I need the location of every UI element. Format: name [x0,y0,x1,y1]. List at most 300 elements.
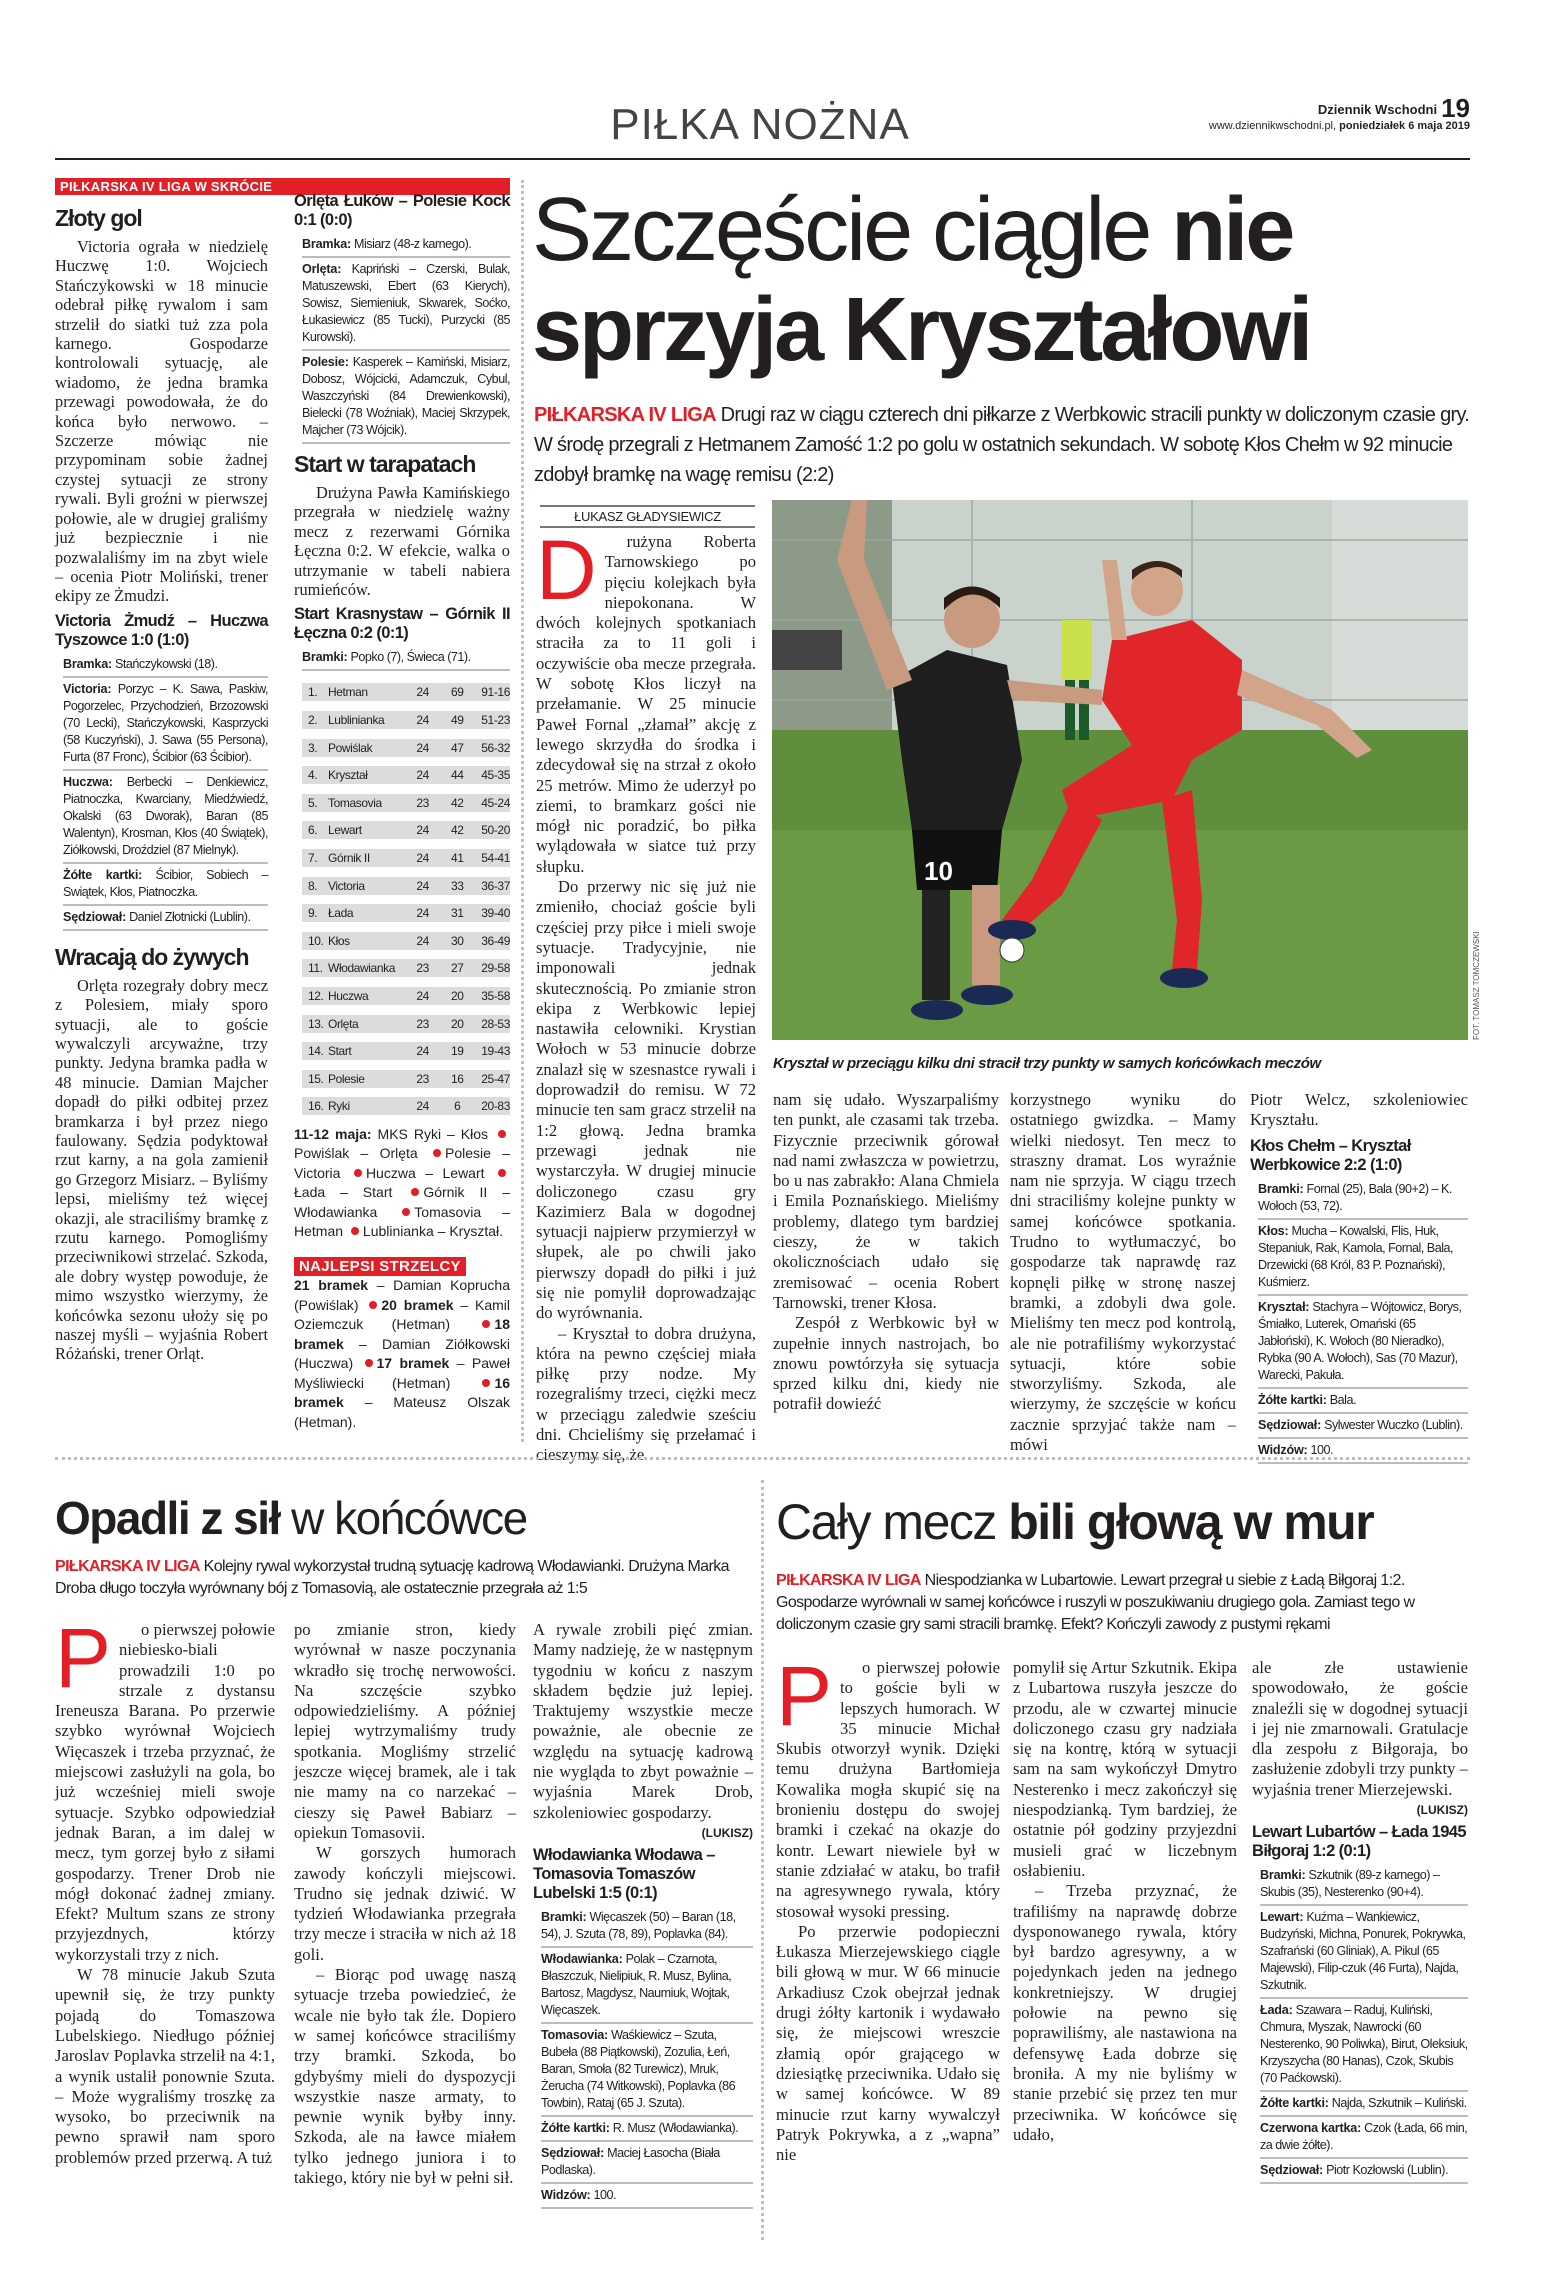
stat-label: Bramki: [541,1909,587,1924]
cell-position: 9. [308,906,318,921]
stat-value: Bala. [1329,1392,1356,1407]
sidebar-column-1 [55,198,268,1364]
header-rule [55,158,1470,160]
cell-goals: 39-40 [481,906,510,921]
story-title: Start w tarapatach [294,451,476,477]
headline-bold: nie [1171,180,1293,280]
stat-value: 100. [593,2187,617,2202]
stat-label: Sędziował: [63,909,127,924]
stat-line [1258,1414,1468,1439]
cell-position: 13. [308,1016,324,1031]
stat-line [1258,1220,1468,1296]
match-photo [772,500,1468,1040]
cell-position: 15. [308,1071,324,1086]
scorer-name: – Damian Koprucha (Powiślak) [294,1277,510,1313]
masthead-info: Dziennik Wschodni 19 www.dziennikwschodni.pl, poniedziałek 6 maja 2019 [1208,93,1470,132]
stat-label: Czerwona kartka: [1260,2121,1362,2136]
stat-line [63,653,268,678]
stat-value: 100. [1310,1442,1334,1457]
stat-label: Huczwa: [63,774,113,789]
paragraph: ale złe ustawienie spowodowało, że goście znaleźli się w dogodnej sytuacji i jej nie zmarnowali. Gratulacje dla zespołu z Biłgoraja, bo zasłużenie zdobyli trzy punkty – wyjaśnia trener Mierzejewski. [1252,1658,1468,1799]
cell-points: 16 [450,1071,464,1086]
match-stats [294,646,510,671]
scorers-banner: NAJLEPSI STRZELCY [294,1257,466,1276]
paragraph: – Kryształ to dobra drużyna, która na pewno częściej miała piłkę przy nodze. My rozegraliśmy trzeci, ciężki mecz w przeciągu zaledwie sześciu dni. Chcieliśmy się przełamać i cieszymy się, że [536,1323,756,1465]
author-signature: (LUKISZ) [1416,1803,1468,1818]
stat-label: Bramka: [302,237,351,251]
table-row [302,711,510,729]
bullet-icon [482,1379,490,1387]
cell-team: Huczwa [328,988,369,1003]
cell-team: Start [328,1044,352,1059]
issue-date: poniedziałek 6 maja 2019 [1339,120,1470,132]
article-intro [776,1570,1466,1636]
article-text [1252,1658,1468,1800]
bullet-icon [369,1301,377,1309]
cell-position: 1. [308,685,318,700]
cell-position: 5. [308,795,318,810]
stat-line [541,2184,753,2209]
stat-label: Bramka: [63,656,112,671]
stat-value: Piotr Kozłowski (Lublin). [1326,2163,1448,2178]
stat-value: R. Musz (Włodawianka). [612,2120,739,2135]
website-link[interactable]: www.dziennikwschodni.pl [1208,120,1334,132]
match-stats [533,1906,753,2209]
article-column [773,1090,999,1415]
stat-value: Daniel Złotnicki (Lublin). [129,909,251,924]
page-number: 19 [1441,93,1470,123]
stat-label: Żółte kartki: [63,867,143,882]
scorer-name: – Mateusz Olszak (Hetman). [294,1394,511,1430]
cell-points: 20 [450,1016,464,1031]
kicker: PIŁKARSKA IV LIGA [534,404,716,426]
cell-team: Victoria [328,878,365,893]
cell-points: 69 [450,685,464,700]
table-row [302,849,510,867]
cell-team: Górnik II [328,851,370,865]
stat-line [1260,1906,1468,1999]
headline-light: Cały mecz [776,1494,1009,1550]
match-title: Start Krasnystaw – Górnik II Łęczna 0:2 (0:1) [294,605,510,643]
bullet-icon [498,1130,506,1138]
stat-value: Mucha – Kowalski, Flis, Huk, Stepaniuk, Rak, Kamola, Fornal, Bala, Drzewicki (68 Król, 83 P. Poznański), Kuśmierz. [1258,1223,1454,1289]
photo-credit: FOT. TOMASZ TOMCZEWSKI [1472,931,1481,1040]
paragraph: Orlęta rozegrały dobry mecz z Polesiem, miały sporo sytuacji, ale to goście wywalczyli arcyważne, trzy punkty. Jedyna bramka padła w 48 minucie. Damian Majcher dopadł do piłki odbitej przez bramkarza i był przez niego faulowany. Sędzia podyktował rzut karny, a na gola zamienił go Grzegorz Misiarz. – Byliśmy lepsi, mieliśmy też więcej okazji, ale straciliśmy bramkę z rzutu karnego. Pomogliśmy przeciwnikowi strzelać. Szkoda, ale dobry występ powoduje, że mimo wszystko wierzymy, że końcówka sezonu ułoży się po naszej myśli – wyjaśnia Robert Różański, trener Orląt. [55,975,268,1364]
stat-value: Kasperek – Kamiński, Misiarz, Dobosz, Wójcicki, Adamczuk, Cybul, Waszczyński (84 Drewienkowski), Bielecki (78 Woźniak), Maciej Skrzypek, Majcher (73 Wójcik). [302,355,510,437]
story-body [55,976,268,1364]
main-headline [532,180,1472,380]
table-row [302,877,510,895]
stat-value: Kapriński – Czerski, Bulak, Matuszewski, Ebert (63 Kierych), Sowisz, Siemieniuk, Skwarek, Soćko, Łukasiewicz (85 Tucki), Purzycki (85 Kurowski). [302,262,511,344]
bullet-icon [354,1169,362,1177]
stat-value: Polak – Czarnota, Błaszczuk, Nielipiuk, R. Musz, Bylina, Bartosz, Magdysz, Naumiuk, Wojtak, Więcaszek. [541,1951,732,2017]
cell-team: Ryki [328,1099,350,1114]
photo-caption: Kryształ w przeciągu kilku dni stracił trzy punkty w samych końcówkach meczów [773,1055,1321,1072]
byline: ŁUKASZ GŁADYSIEWICZ [540,505,755,528]
cell-goals: 29-58 [481,961,510,976]
paragraph: Drużyna Pawła Kamińskiego przegrała w niedzielę ważny mecz z rezerwami Górnika Łęczna 0:2. W efekcie, walka o utrzymanie w tabeli nabiera rumieńców. [294,483,510,600]
fixture-item: MKS Ryki – Kłos [377,1125,489,1142]
stat-value: Misiarz (48-z karnego). [354,237,472,251]
top-scorers [294,1276,510,1432]
stat-label: Bramki: [1258,1181,1304,1196]
fixture-item: Huczwa – Lewart [365,1164,485,1181]
fixture-item: Tomasovia – Hetman [294,1203,510,1240]
fixture-item: Górnik II – Włodawianka [294,1184,510,1220]
table-row [302,1097,510,1115]
stat-line [1260,2092,1468,2117]
story-body [55,237,268,606]
section-title: PIŁKA NOŻNA [610,100,910,149]
league-table [294,683,510,1115]
bullet-icon [402,1208,410,1216]
stat-label: Żółte kartki: [1258,1392,1327,1407]
cell-position: 12. [308,988,324,1003]
stat-line [63,864,268,906]
paragraph: o pierwszej połowie niebiesko-biali prowadzili 1:0 po strzale z dystansu Ireneusza Barana. Po przerwie szybko wyrównał Wojciech Więcaszek i trzeba przyznać, że miejscowi zasłużyli na gola, bo już wcześniej mieli swoje sytuacje. Szybko odpowiedział jednak Baran, a im dalej w mecz, tym gorzej było z siłami gospodarzy. Trener Drob nie mógł dokonać żadnej zmiany. Efekt? Multum szans ze strony przyjezdnych, którzy wykorzystali trzy z nich. [55,1620,275,1964]
cell-goals: 54-41 [481,851,510,865]
fixture-item: Polesie – Victoria [294,1145,511,1181]
sidebar-banner: PIŁKARSKA IV LIGA W SKRÓCIE [55,178,510,195]
stat-value: Czok (Łada, 66 min, za dwie żółte). [1260,2121,1468,2153]
bullet-icon [482,1320,490,1328]
cell-points: 31 [450,906,464,921]
cell-position: 4. [308,768,318,783]
stat-value: Fornal (25), Bala (90+2) – K. Wołoch (53, 72). [1258,1181,1452,1213]
author-signature: (LUKISZ) [701,1825,753,1840]
cell-goals: 28-53 [481,1016,510,1031]
stat-value: Popko (7), Świeca (71). [350,650,471,665]
stat-label: Bramki: [1260,1868,1306,1883]
cell-position: 14. [308,1044,324,1059]
paragraph: pomylił się Artur Szkutnik. Ekipa z Lubartowa ruszyła jeszcze do przodu, ale w czwartej minucie doliczonego czasu gry nadziała się na kontrę, którą w sytuacji sam na sam wykończył Dmytro Nesterenko i mecz zakończył się niespodzianką. Tym bardziej, że ostatnie pół godziny przyjezdni musieli grać w liczebnym osłabieniu. [1013,1658,1237,1880]
table-row [302,821,510,839]
scorer-goals: 16 bramek [294,1374,511,1411]
cell-points: 30 [450,933,464,948]
fixture-item: Łada – Start [294,1184,393,1201]
scorer-goals: 21 bramek [294,1277,369,1294]
cell-team: Lublinianka [328,713,385,728]
intro-text: Kolejny rywal wykorzystał trudną sytuację kadrową Włodawianki. Drużyna Marka Droba długo toczyła wyrównany bój z Tomasovią, ale ostatecznie przegrała aż 1:5 [55,1558,729,1597]
match-stats [1252,1864,1468,2184]
stat-label: Żółte kartki: [1260,2096,1329,2111]
kicker: PIŁKARSKA IV LIGA [776,1572,921,1589]
paragraph: Do przerwy nic się już nie zmieniło, chociaż goście byli częściej przy piłce i mieli swoje sytuacje. Tradycyjnie, nie imponowali jednak skutecznością. Po zmianie stron ekipa z Werbkowic lepiej nastawiła celowniki. Krystian Wołoch w 53 minucie dobrze znalazł się w szesnastce rywali i doprowadził do remisu. W 72 minucie ten sam gracz strzelił na 1:2 głową. Jedna bramka przewagi jednak nie wystarczyła. W drugiej minucie doliczonego czasu gry Kazimierz Bala w dogodnej sytuacji najpierw przymierzył w słupek, ale po chwili jako pierwszy dopadł do piłki i już się nie pomylił doprowadzając do wyrównania. [536,877,756,1323]
stat-line [1258,1296,1468,1389]
cell-position: 3. [308,740,318,755]
article-column [55,1611,275,2168]
match-stats [294,233,510,444]
stat-label: Kryształ: [1258,1299,1310,1314]
cell-played: 23 [416,1071,429,1086]
cell-team: Włodawianka [328,961,395,976]
cell-played: 23 [416,961,429,976]
story-title: Wracają do żywych [55,943,249,970]
cell-played: 24 [416,1099,429,1114]
table-row [302,1042,510,1060]
cell-goals: 25-47 [481,1071,510,1086]
cell-goals: 20-83 [481,1099,510,1114]
article-headline [55,1490,755,1546]
scorer-name: – Damian Ziółkowski (Huczwa) [294,1335,511,1372]
paragraph: Piotr Welcz, szkoleniowiec Kryształu. [1250,1090,1468,1130]
svg-text:10: 10 [924,856,953,886]
table-row [302,959,510,977]
cell-position: 6. [308,823,318,838]
article-column [1250,1090,1468,1464]
stat-value: Najda, Szkutnik – Kuliński. [1331,2096,1467,2111]
intro-text: Niespodzianka w Lubartowie. Lewart przegrał u siebie z Ładą Biłgoraj 1:2. Gospodarze wyrównali w samej końcówce i ruszyli w poszukiwaniu drugiego gola. Zamiast tego w doliczonym czasie gry sami stracili bramkę. Efekt? Kończyli zawody z pustymi rękami [776,1572,1415,1633]
paragraph: o pierwszej połowie to goście byli w lepszych humorach. W 35 minucie Michał Skubis otworzył wynik. Dzięki temu drużyna Bartłomieja Kowalika mogła skupić się na bronieniu dostępu do swojej bramki i czekać na okazje do kontr. Lewart niewiele był w stanie zdziałać w ataku, bo trafił na agresywnego rywala, który stosował wysoki pressing. [776,1658,1000,1921]
cell-played: 24 [416,740,429,755]
table-row [302,766,510,784]
stat-line [63,906,268,931]
stat-value: Ścibior, Sobiech – Swiątek, Kłos, Piatnoczka. [63,867,269,899]
fixture-item: Powiślak – Orlęta [294,1145,418,1162]
stat-value: Kuźma – Wankiewicz, Budzyński, Michna, Ponurek, Pokrywka, Szafrański (60 Gliniak), A. Pikul (65 Majewski), Filip-czuk (46 Furta), Najda, Szkutnik. [1260,1910,1466,1993]
cell-goals: 19-43 [481,1044,510,1059]
cell-goals: 45-24 [481,795,510,810]
paragraph: rużyna Roberta Tarnowskiego po pięciu kolejkach była niepokonana. W dwóch kolejnych spotkaniach straciła za to 11 goli i oczywiście oba mecze przegrała. W sobotę Kłos liczył na przełamanie. W 25 minucie Paweł Fornal „złamał” akcję z lewego skrzydła do środka i zdecydował się na strzał z około 25 metrów. Mimo że uderzył po ziemi, to bramkarz gości nie mógł nic poradzić, bo piłka wylądowała w siatce tuż przy słupku. [536,532,756,876]
stat-value: Waśkiewicz – Szuta, Bubeła (88 Piątkowski), Zozulia, Łeń, Baran, Smoła (82 Turewicz), Mruk, Żerucha (74 Witkowski), Poplavka (86 Towbin), Rataj (65 J. Szuta). [541,2027,736,2110]
article-column [1010,1090,1236,1455]
headline-bold: sprzyja Kryształowi [532,280,1311,380]
stat-label: Włodawianka: [541,1951,623,1966]
article-intro [55,1556,755,1600]
stat-label: Łada: [1260,2003,1293,2018]
cell-points: 42 [450,795,464,810]
cell-goals: 35-58 [481,988,510,1003]
cell-position: 16. [308,1099,324,1114]
main-intro [534,400,1470,490]
cell-goals: 91-16 [481,685,510,700]
table-row [302,794,510,812]
paper-name: Dziennik Wschodni [1317,102,1438,117]
paragraph: nam się udało. Wyszarpaliśmy ten punkt, ale czasami tak trzeba. Fizycznie przeciwnik górował nad nami zwłaszcza w powietrzu, bo u nas zabrakło: Alana Chmiela i Emila Poznańskiego. Mieliśmy problemy, dlatego tym bardziej cieszy, że w takich okolicznościach udało się zremisować – ocenia Robert Tarnowski, trener Kłosa. [773,1090,999,1312]
section-divider [55,1457,1470,1460]
paragraph: po zmianie stron, kiedy wyrównał w nasze poczynania wkradło się trochę nerwowości. Na szczęście szybko odpowiedzieliśmy. A później lepiej wytrzymaliśmy trudy spotkania. Mogliśmy strzelić jeszcze więcej bramek, ale i tak nie mamy na co narzekać – cieszy się Paweł Babiarz – opiekun Tomasovii. [294,1620,516,1842]
stat-line [1258,1389,1468,1414]
cell-played: 24 [416,1044,429,1059]
match-title: Orlęta Łuków – Polesie Kock 0:1 (0:0) [294,192,510,229]
cell-points: 27 [450,961,464,976]
match-title: Lewart Lubartów – Łada 1945 Biłgoraj 1:2 (0:1) [1252,1823,1466,1861]
cell-points: 33 [450,878,464,893]
table-row [302,1015,510,1033]
headline-bold: bili głową w mur [1008,1494,1374,1550]
table-row [302,932,510,950]
paragraph: korzystnego wyniku do ostatniego gwizdka. – Mamy wielki niedosyt. Ten mecz to straszny dramat. Los wyraźnie nam nie sprzyja. W ciągu trzech dni straciliśmy kolejne punkty w samej końcówce spotkania. Trudno to wytłumaczyć, bo gospodarze tak naprawdę raz kopnęli piłkę w stronę naszej bramki, a zdobyli dwa gole. Mieliśmy ten mecz pod kontrolą, ale nie potrafiliśmy wykorzystać sytuacji, które sobie stworzyliśmy. Szkoda, ale wierzymy, że szczęście w końcu zacznie sprzyjać także nam – mówi [1010,1090,1236,1455]
cell-team: Tomasovia [328,795,382,810]
table-row [302,739,510,757]
stat-line [541,1948,753,2024]
cell-played: 24 [416,851,429,865]
paragraph: W 78 minucie Jakub Szuta upewnił się, że trzy punkty pojadą do Tomaszowa Lubelskiego. Niedługo później Jaroslav Poplavka strzelił na 4:1, a wynik ustalił ponownie Szuta. – Może wygraliśmy troszkę za wysoko, bo przeciwnik na pewno sprawił nam sporo problemów przed przerwą. A tuż [55,1965,275,2167]
stat-label: Victoria: [63,681,112,696]
cell-position: 7. [308,851,318,865]
stat-line [541,1906,753,1948]
bullet-icon [351,1227,359,1235]
stat-line [63,771,268,864]
football-players-image [772,500,1468,1040]
cell-points: 41 [450,851,464,865]
fixture-item: Lublinianka – Kryształ. [362,1223,503,1240]
stat-label: Lewart: [1260,1910,1304,1925]
stat-line [1260,2117,1468,2159]
column-divider [761,1480,764,2240]
cell-team: Orlęta [328,1016,359,1031]
match-stats [55,653,268,931]
headline-light: w końcówce [279,1492,527,1544]
match-title: Włodawianka Włodawa – Tomasovia Tomaszów Lubelski 1:5 (0:1) [533,1845,715,1902]
scorer-name: – Paweł Myśliwiecki (Hetman) [294,1355,510,1391]
paragraph: Zespół z Werbkowic był w zupełnie innych nastrojach, bo znowu powtórzyła się sytuacja sprzed kilku dni, kiedy nie potrafił dowieźć [773,1313,999,1414]
stat-value: Maciej Łasocha (Biała Podlaska). [541,2145,720,2177]
fixtures [294,1125,510,1242]
stat-value: Szawara – Raduj, Kuliński, Chmura, Myszak, Nawrocki (60 Nesterenko, 90 Poliwka), Birut, Oleksiuk, Krzyszycha (80 Hanas), Czok, Skubis (70 Paćkowski). [1260,2003,1468,2086]
paragraph: A rywale zrobili pięć zmian. Mamy nadzieję, że w następnym tygodniu w końcu z naszym składem będzie już lepiej. Traktujemy wszystkie mecze poważnie, ale obecnie ze względu na sytuację kadrową nie wygląda to zbyt poważnie – wyjaśnia Marek Drob, szkoleniowiec gospodarzy. [533,1620,753,1822]
cell-position: 2. [308,713,318,728]
fixtures-label: 11-12 maja: [294,1125,372,1142]
sidebar-column-2 [294,192,510,1432]
stat-label: Bramki: [302,650,348,665]
scorer-goals: 18 bramek [294,1316,510,1352]
stat-line [1260,1999,1468,2092]
cell-team: Kryształ [328,768,368,783]
cell-points: 20 [450,988,464,1003]
stat-label: Polesie: [302,355,349,369]
bullet-icon [498,1169,506,1177]
cell-points: 19 [450,1044,464,1059]
cell-team: Powiślak [328,740,373,755]
article-text [533,1620,753,1823]
paragraph: – Trzeba przyznać, że trafiliśmy na naprawdę dobrze dysponowanego rywala, który był bardzo agresywny, a w pojedynkach jeden na jednego konkretniejszy. W drugiej połowie na pewno się poprawiliśmy, ale nastawiona na defensywę Łada dobrze się broniła. A my nie byliśmy w stanie przebić się przez ten mur przeciwnika. W końcówce się udało, [1013,1881,1237,2144]
drop-cap: P [776,1649,833,1743]
cell-points: 44 [450,768,464,783]
paragraph: – Biorąc pod uwagę naszą sytuacje trzeba powiedzieć, że wcale nie było tak źle. Dopiero w samej końcówce straciliśmy trzy bramki. Szkoda, bo gdybyśmy mieli do dyspozycji wszystkie nasze armaty, to pewnie wynik byłby inny. Szkoda, ale na ławce miałem tylko jednego juniora i to takiego, który nie był w pełni sił. [294,1965,516,2188]
article-column [533,1620,753,2209]
cell-points: 47 [450,740,464,755]
cell-points: 6 [454,1099,461,1114]
stat-label: Żółte kartki: [541,2120,610,2135]
story-body [294,483,510,599]
table-row [302,1070,510,1088]
stat-line [541,2117,753,2142]
cell-goals: 51-23 [481,713,510,728]
cell-played: 24 [416,768,429,783]
stat-value: Więcaszek (50) – Baran (18, 54), J. Szuta (78, 89), Poplavka (84). [541,1909,736,1941]
paragraph: Victoria ograła w niedzielę Huczwę 1:0. Wojciech Stańczykowski w 18 minucie odebrał piłkę rywalom i sam strzelił do siatki tuż zza pola karnego. Gospodarze kontrolowali sytuację, ale wiadomo, że jedna bramka przewagi powodowała, że do końca było nerwowo. – Szczerze mówiąc nie przypominam sobie żadnej czystej sytuacji ze strony rywali. Byli groźni w pierwszej połowie, ale w drugiej graliśmy już bezpiecznie i nie pozwalaliśmy im na zbyt wiele – ocenia Piotr Moliński, trener ekipy ze Żmudzi. [55,237,268,606]
table-row [302,987,510,1005]
article-column [536,523,756,1465]
headline-bold: Opadli z sił [55,1492,280,1544]
stat-line [1260,2159,1468,2184]
article-text [55,1611,275,2168]
scorer-goals: 20 bramek [381,1296,454,1313]
table-row [302,683,510,701]
scorer-goals: 17 bramek [376,1355,450,1372]
article-column [1252,1658,1468,2184]
stat-label: Widzów: [541,2187,591,2202]
stat-line [63,678,268,771]
stat-value: Sylwester Wuczko (Lublin). [1324,1417,1463,1432]
stat-line [541,2024,753,2117]
cell-played: 24 [416,933,429,948]
cell-position: 11. [308,961,323,976]
cell-played: 24 [416,878,429,893]
cell-goals: 50-20 [481,823,510,838]
stat-label: Sędziował: [1258,1417,1322,1432]
cell-played: 24 [416,713,429,728]
match-title: Victoria Żmudź – Huczwa Tyszowce 1:0 (1:0) [55,611,268,649]
scorer-name: – Kamil Oziemczuk (Hetman) [294,1296,510,1333]
cell-played: 24 [416,906,429,921]
stat-line [541,2142,753,2184]
stat-label: Widzów: [1258,1442,1308,1457]
stat-line [1258,1178,1468,1220]
drop-cap: P [55,1611,112,1705]
cell-played: 24 [416,685,429,700]
bullet-icon [365,1359,373,1367]
kicker: PIŁKARSKA IV LIGA [55,1558,200,1575]
article-column [1013,1658,1237,2145]
article-column [776,1649,1000,2165]
stat-line [302,351,510,444]
cell-position: 10. [308,933,324,948]
stat-label: Tomasovia: [541,2027,609,2042]
stat-label: Kłos: [1258,1223,1289,1238]
stat-label: Sędziował: [1260,2163,1324,2178]
paragraph: W gorszych humorach zawody kończyli miejscowi. Trudno się jednak dziwić. W tydzień Włodawianka przegrała trzy mecze i straciła w nich aż 18 goli. [294,1843,516,1964]
article-headline [776,1494,1476,1550]
cell-team: Kłos [328,933,350,948]
stat-line [302,233,510,258]
bullet-icon [433,1149,441,1157]
cell-points: 49 [450,713,464,728]
column-divider [521,180,524,1442]
paragraph: Po przerwie podopieczni Łukasza Mierzejewskiego ciągle bili głową w mur. W 66 minucie Arkadiusz Czok obejrzał jednak drugi żółty kartonik i wydawało się, że miejscowi wreszcie złamią opór grającego w dziesiątkę przeciwnika. Udało się w samej końcówce. W 89 minucie rzut karny wywalczył Patryk Pokrywka, a z „wapna” nie [776,1921,1000,2165]
table-row [302,904,510,922]
stat-value: Porzyc – K. Sawa, Paskiw, Pogorzelec, Przychodzień, Brzozowski (70 Lecki), Stańczykowski, Kasprzycki (58 Kuczyński), J. Sawa (55 Persona), Furta (87 Fronc), Ścibior (63 Ścibior). [63,681,268,764]
cell-team: Lewart [328,823,362,838]
drop-cap: D [536,523,597,617]
stat-value: Szkutnik (89-z karnego) – Skubis (35), Nesterenko (90+4). [1260,1868,1440,1900]
stat-label: Sędziował: [541,2145,605,2160]
cell-team: Hetman [328,685,368,700]
match-stats [1250,1178,1468,1464]
stat-line [302,258,510,351]
story-title: Złoty gol [55,205,142,231]
article-text [536,523,756,1466]
cell-goals: 56-32 [481,740,510,755]
cell-goals: 45-35 [481,768,510,783]
stat-line [302,646,510,671]
cell-points: 42 [450,823,464,838]
article-column [294,1620,516,2188]
article-text [1250,1090,1468,1131]
stat-label: Orlęta: [302,262,342,276]
cell-played: 23 [416,1016,429,1031]
cell-played: 24 [416,988,429,1003]
cell-played: 23 [416,795,429,810]
cell-team: Polesie [328,1071,365,1086]
headline-light: Szczęście ciągle [532,180,1172,280]
bullet-icon [411,1188,419,1196]
intro-text: Drugi raz w ciągu czterech dni piłkarze z Werbkowic stracili punkty w doliczonym czasie gry. W środę przegrali z Hetmanem Zamość 1:2 po golu w ostatnich sekundach. W sobotę Kłos Chełm w 92 minucie zdobył bramkę na wagę remisu (2:2) [534,404,1470,486]
stat-value: Stańczykowski (18). [115,656,218,671]
stat-value: Stachyra – Wójtowicz, Borys, Śmiałko, Luterek, Omański (65 Jabłoński), K. Wołoch (80 Nieradko), Rybka (90 A. Wołoch), Sas (70 Mazur), Warecki, Pakuła. [1258,1299,1462,1382]
cell-goals: 36-37 [481,878,510,893]
